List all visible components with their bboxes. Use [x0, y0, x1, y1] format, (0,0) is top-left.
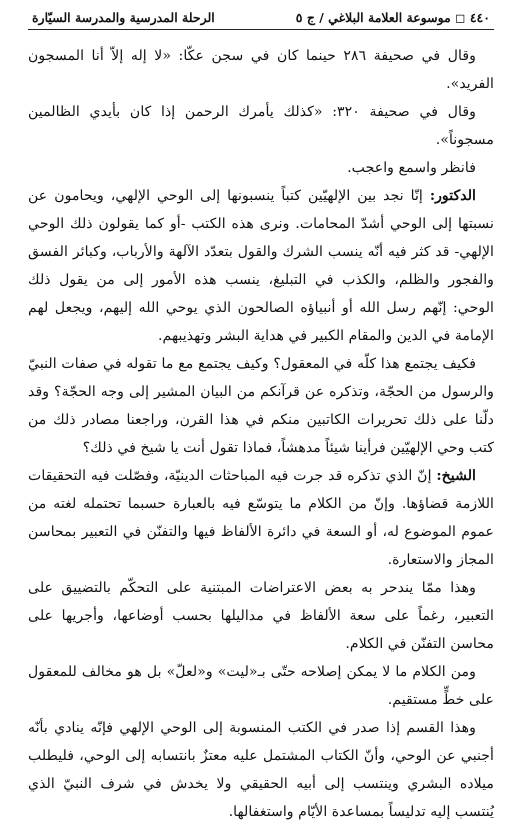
paragraph	[28, 154, 494, 182]
paragraph-text: فانظر واسمع واعجب.	[347, 160, 476, 176]
speaker-label: الدكتور:	[429, 188, 476, 204]
paragraph-text: وهذا القسم إذا صدر في الكتب المنسوبة إلى الوحي الإلهي فإنّه ينادي بأنّه أجنبي عن الوحي، وأنّ الكتاب المشتمل عليه معتزٌ بانتسابه إلى الوحي، فليطلب ميلاده البشري وينتسب إلى أبيه الحقيقي ولا يخدش في شرف النبيّ الذي يُنتسب إليه تدليساً بمساعدة الأيّام واستغفالها.	[28, 720, 494, 820]
speaker-label: الشيخ:	[436, 468, 476, 484]
paragraph	[28, 42, 494, 98]
paragraph-text: وهذا ممّا يندحر به بعض الاعتراضات المبتنية على التحكّم بالتضييق على التعبير، رغماً على سعة الألفاظ في مداليلها بحسب أوضاعها، وأجريها على محاسن التفنّن في الكلام.	[28, 580, 494, 652]
paragraph	[28, 98, 494, 154]
book-title: ٤٤٠ ◻ موسوعة العلامة البلاغي / ج ٥	[295, 10, 490, 25]
paragraph-text: إنّا نجد بين الإلهيّين كتباً ينسبونها إلى الوحي الإلهي، ويحامون عن نسبتها إلى الوحي أشدّ المحامات. ونرى هذه الكتب -أو كما يقولون ذلك الوحي الإلهي- قد كثر فيه أنّه ينسب الشرك والقول بتعدّد الآلهة والأرباب، وكبائر الفسق والفجور والظلم، والكذب في التبليغ، ينسب هذه الأمور إلى من يقول ذلك الوحي: إنّهم رسل الله أو أنبياؤه الصالحون الذي يوحي الله إليهم، ويجعل لهم الإمامة في الدين والمقام الكبير في هداية البشر وتهذيبهم.	[28, 188, 494, 344]
section-title: الرحلة المدرسية والمدرسة السيّارة	[32, 10, 215, 25]
body-text	[28, 42, 494, 826]
header-rule	[28, 29, 494, 30]
paragraph	[28, 462, 494, 574]
paragraph	[28, 714, 494, 826]
paragraph-text: ومن الكلام ما لا يمكن إصلاحه حتّى بـ«ليت» و«لعلّ» بل هو مخالف للمعقول على خطٍّ مستقيم.	[28, 664, 494, 708]
paragraph	[28, 658, 494, 714]
paragraph	[28, 350, 494, 462]
paragraph-text: وقال في صحيفة ٣٢٠: «كذلك يأمرك الرحمن إذا كان بأيدي الظالمين مسجوناً».	[28, 104, 494, 148]
paragraph-text: وقال في صحيفة ٢٨٦ حينما كان في سجن عكّا: «لا إله إلاّ أنا المسجون الفريد».	[28, 48, 494, 92]
paragraph	[28, 574, 494, 658]
paragraph	[28, 182, 494, 350]
paragraph-text: إنّ الذي تذكره قد جرت فيه المباحثات الدينيّة، وفصّلت فيه التحقيقات اللازمة قضاؤها. وإنّ من الكلام ما يتوسّع فيه بالعبارة حسبما تحتمله لغته من عموم الموضوع له، أو السعة في دائرة الألفاظ فيها والتفنّن في التعبير بمحاسن المجاز والاستعارة.	[28, 468, 494, 568]
paragraph-text: فكيف يجتمع هذا كلّه في المعقول؟ وكيف يجتمع مع ما تقوله في صفات النبيّ والرسول من الحجّة، وتذكره عن قرآنكم من البيان المشير إلى وجه الحجّة؟ وقد دلّنا على ذلك تحريرات الكاتبين منكم في هذا القرن، وراجعنا مصادر ذلك من كتب وحي الإلهيّين فرأينا شيئاً مدهشاً، فماذا تقول أنت يا شيخ في ذلك؟	[28, 356, 494, 456]
running-header	[28, 10, 494, 29]
